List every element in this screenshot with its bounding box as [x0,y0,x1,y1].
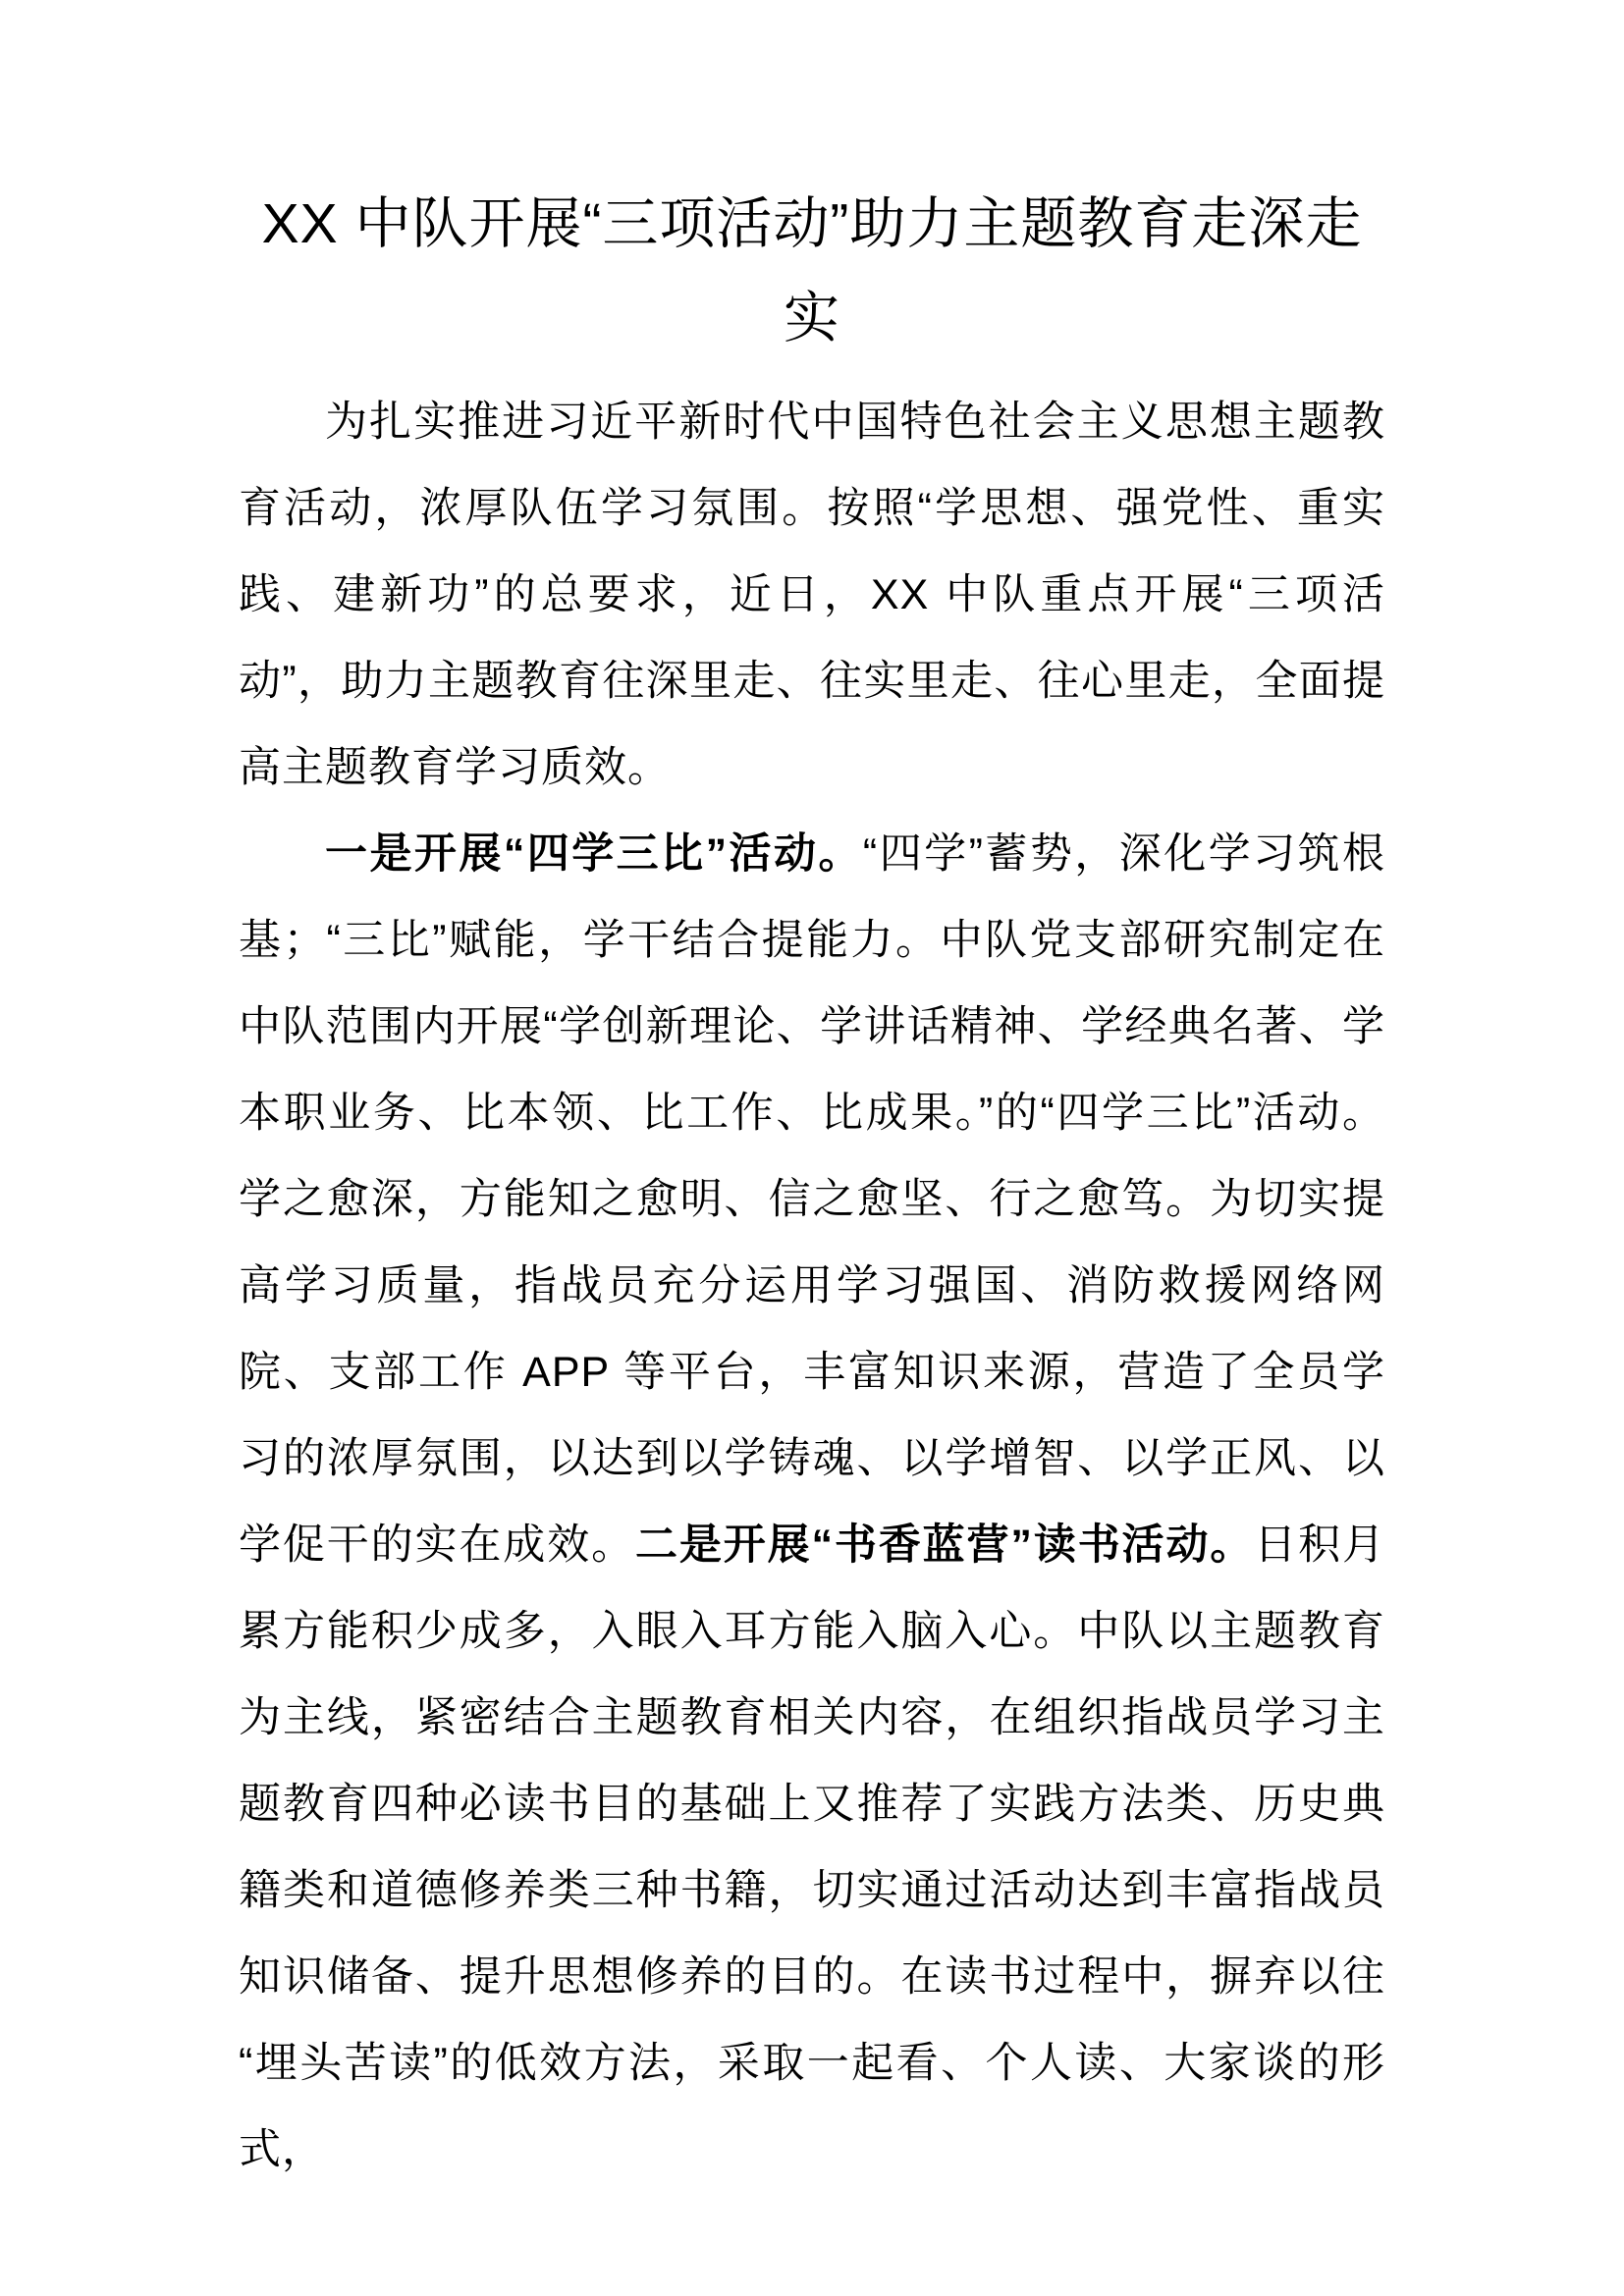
bold-lead-in-activity-one: 一是开展“四学三比”活动。 [325,830,863,878]
body-paragraph-activities [239,811,1385,2193]
bold-lead-in-activity-two: 二是开展“书香蓝营”读书活动。 [634,1522,1255,1569]
paragraph-text: 为扎实推进习近平新时代中国特色社会主义思想主题教育活动，浓厚队伍学习氛围。按照“学思想、强党性、重实践、建新功”的总要求，近日，XX 中队重点开展“三项活动”，助力主题教育往深里走、往实里走、往心里走，全面提高主题教育学习质效。 [239,399,1385,791]
paragraph-text: 日积月累方能积少成多，入眼入耳方能入脑入心。中队以主题教育为主线，紧密结合主题教育相关内容，在组织指战员学习主题教育四种必读书目的基础上又推荐了实践方法类、历史典籍类和道德修养类三种书籍，切实通过活动达到丰富指战员知识储备、提升思想修养的目的。在读书过程中，摒弃以往“埋头苦读”的低效方法，采取一起看、个人读、大家谈的形式， [239,1522,1386,2173]
body-paragraph-intro [239,379,1385,811]
document-title: XX 中队开展“三项活动”助力主题教育走深走实 [261,192,1363,349]
paragraph-text: “四学”蓄势，深化学习筑根基；“三比”赋能，学干结合提能力。中队党支部研究制定在中队范围内开展“学创新理论、学讲话精神、学经典名著、学本职业务、比本领、比工作、比成果。”的“四学三比”活动。学之愈深，方能知之愈明、信之愈坚、行之愈笃。为切实提高学习质量，指战员充分运用学习强国、消防救援网络网院、支部工作 APP 等平台，丰富知识来源，营造了全员学习的浓厚氛围，以达到以学铸魂、以学增智、以学正风、以学促干的实在成效。 [239,830,1386,1569]
document-body [239,379,1385,2193]
